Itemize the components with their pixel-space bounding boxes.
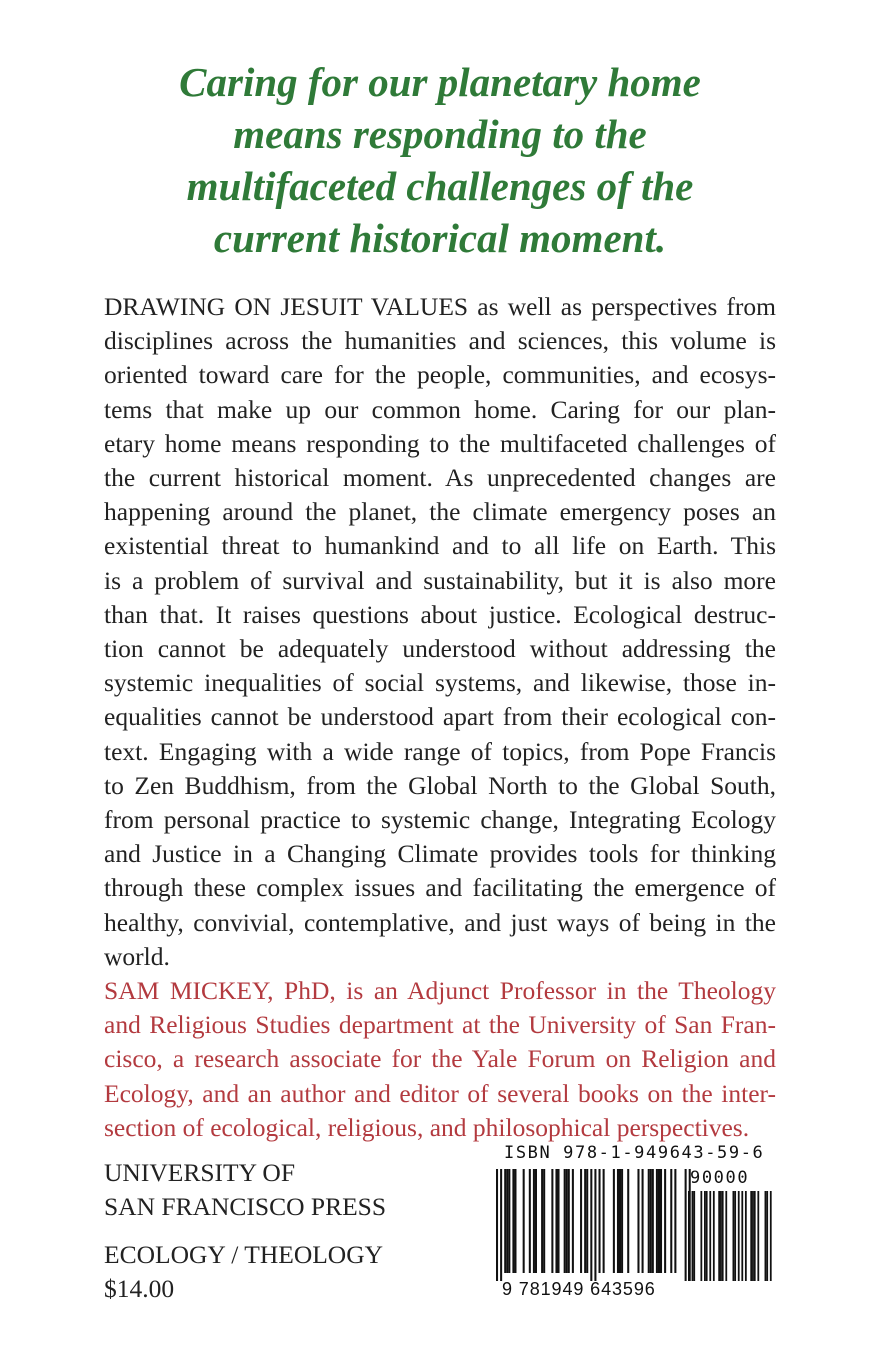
barcode-bar [688, 1191, 690, 1281]
description-line: existential threat to humankind and to all life on Earth. This [104, 531, 776, 561]
description-line: etary home means responding to the multifaceted challenges of [104, 428, 776, 458]
description-line: from personal practice to systemic change, Integrating Ecology [104, 805, 776, 835]
barcode-bar [766, 1191, 768, 1281]
barcode-bar [590, 1169, 592, 1281]
description-line: is a problem of survival and sustainability, but it is also more [104, 565, 776, 595]
back-cover-tagline [60, 56, 820, 264]
barcode-bar [599, 1169, 601, 1273]
tagline-line: means responding to the [233, 111, 647, 157]
price-label: $14.00 [104, 1274, 175, 1303]
barcode-bar [496, 1169, 498, 1281]
description-line: tems that make up our common home. Caring for our plan- [104, 394, 776, 424]
barcode-bar [722, 1191, 724, 1281]
barcode-bar [506, 1169, 508, 1273]
barcode-bar [504, 1169, 506, 1273]
barcode-bar [720, 1191, 722, 1281]
description-line: disciplines across the humanities and sciences, this volume is [104, 326, 776, 356]
description-line: DRAWING ON JESUIT VALUES as well as perspectives from [104, 292, 776, 321]
barcode-bar [627, 1169, 629, 1273]
description-line: oriented toward care for the people, communities, and ecosys- [104, 360, 776, 390]
barcode-bar [745, 1191, 747, 1281]
barcode-bar [564, 1169, 566, 1273]
barcode-bar [765, 1191, 767, 1281]
barcode-bar [658, 1169, 660, 1273]
barcode-bar [613, 1169, 615, 1273]
barcode-bar [674, 1169, 676, 1273]
barcode-bar [652, 1169, 654, 1273]
author-bio-line: SAM MICKEY, PhD, is an Adjunct Professor in the Theology [104, 976, 776, 1005]
barcode-bar [692, 1191, 694, 1281]
publisher-name-line: SAN FRANCISCO PRESS [104, 1192, 387, 1221]
barcode-bar [514, 1169, 516, 1273]
barcode-bar [757, 1191, 759, 1281]
barcode-bar [656, 1169, 658, 1273]
barcode-bar [621, 1169, 623, 1273]
tagline-line: multifaceted challenges of the [186, 163, 694, 209]
barcode-bar [642, 1169, 644, 1273]
description-line: to Zen Buddhism, from the Global North to the Global South, [104, 770, 776, 800]
barcode-bar [650, 1169, 652, 1273]
barcode-bar [594, 1169, 596, 1281]
barcode-bar [741, 1191, 743, 1281]
barcode-bar [543, 1169, 545, 1273]
barcode-bar [770, 1191, 772, 1281]
barcode-bar [619, 1169, 621, 1273]
author-bio-line: cisco, a research associate for the Yale Forum on Religion and [104, 1044, 776, 1074]
barcode-bar [586, 1169, 588, 1273]
author-bio-line: section of ecological, religious, and philosophical perspectives. [104, 1112, 750, 1142]
barcode-bar [704, 1191, 706, 1281]
barcode-bar [572, 1169, 574, 1273]
isbn-number: ISBN 978-1-949643-59-6 [504, 1143, 765, 1163]
barcode-bar [648, 1169, 650, 1273]
description-line: systemic inequalities of social systems, and likewise, those in- [104, 668, 776, 698]
barcode-bar [664, 1169, 666, 1273]
tagline-line: Caring for our planetary home [179, 59, 701, 105]
author-bio-line: and Religious Studies department at the University of San Fran- [104, 1010, 776, 1040]
barcode-bar [584, 1169, 586, 1273]
barcode-bar [693, 1191, 695, 1281]
description-line: healthy, convivial, contemplative, and just ways of being in the [104, 907, 776, 937]
barcode-bar [558, 1169, 560, 1273]
author-bio [104, 974, 776, 1145]
description-line: equalities cannot be understood apart from their ecological con- [104, 702, 776, 732]
barcode-bar [637, 1169, 639, 1273]
barcode-bar [568, 1169, 570, 1273]
barcode-bar [535, 1169, 537, 1273]
description-line: happening around the planet, the climate emergency poses an [104, 497, 776, 527]
barcode-bar [500, 1169, 502, 1281]
publisher-imprint [104, 1156, 386, 1224]
isbn-barcode [474, 1143, 780, 1303]
barcode-bar [685, 1169, 687, 1281]
barcode-bar [754, 1191, 756, 1281]
barcode-bar [603, 1169, 605, 1273]
barcode-bar [700, 1191, 702, 1281]
barcode-bar [734, 1191, 736, 1281]
barcode-bar [555, 1169, 557, 1273]
barcode-bar [718, 1191, 720, 1281]
barcode-bar [617, 1169, 619, 1273]
publisher-name-line: UNIVERSITY OF [104, 1158, 296, 1187]
barcode-bar [551, 1169, 553, 1273]
barcode-bar [512, 1169, 514, 1273]
barcode-bar [533, 1169, 535, 1273]
barcode-bar [752, 1191, 754, 1281]
description-line: text. Engaging with a wide range of topics, from Pope Francis [104, 736, 776, 766]
barcode-bar [738, 1191, 740, 1281]
barcode-bar [725, 1191, 727, 1281]
description-line: world. [104, 941, 170, 971]
price-code: 90000 [690, 1168, 750, 1188]
subject-category: ECOLOGY / THEOLOGY [104, 1240, 384, 1269]
barcode-bar [670, 1169, 672, 1273]
barcode-bar [733, 1191, 735, 1281]
barcode-bar [566, 1169, 568, 1273]
ean-digits: 9 781949 643596 [502, 1279, 656, 1299]
description-line: the current historical moment. As unprecedented changes are [104, 463, 776, 493]
barcode-bar [709, 1191, 711, 1281]
description-line: through these complex issues and facilitating the emergence of [104, 873, 776, 903]
description-line: tion cannot be adequately understood without addressing the [104, 634, 776, 664]
barcode-bar [706, 1191, 708, 1281]
description-line: and Justice in a Changing Climate provides tools for thinking [104, 839, 776, 869]
barcode-bar [523, 1169, 525, 1273]
barcode-bar [713, 1191, 715, 1281]
barcode-bar [508, 1169, 510, 1273]
category-and-price [104, 1238, 383, 1306]
barcode-bar [660, 1169, 662, 1273]
author-bio-line: Ecology, and an author and editor of several books on the inter- [104, 1078, 776, 1108]
barcode-bar [529, 1169, 531, 1273]
barcode-bar [580, 1169, 582, 1273]
barcode-bar [750, 1191, 752, 1281]
tagline-line: current historical moment. [213, 215, 667, 261]
book-description [104, 290, 776, 974]
description-line: than that. It raises questions about justice. Ecological destruc- [104, 599, 776, 629]
barcode-bar [541, 1169, 543, 1273]
